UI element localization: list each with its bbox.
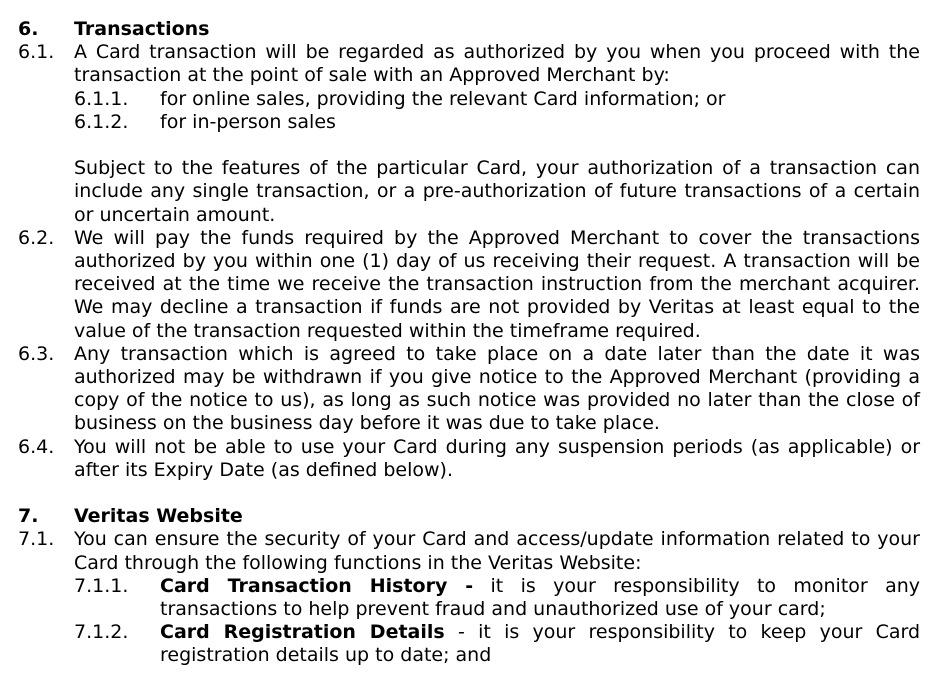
clause [18,528,920,574]
subclause-number: 6.1.2. [74,110,129,133]
subclause-label: Card Transaction History - [160,574,474,597]
clause [18,343,920,436]
subclause [74,111,920,134]
clause-followup-text: Subject to the features of the particular Card, your authorization of a transaction can include any single transaction, or a pre-authorization of future transactions of a certain or uncertain amount. [74,157,920,226]
section-title: Veritas Website [74,505,243,528]
clause-text: A Card transaction will be regarded as authorized by you when you proceed with the transaction at the point of sale with an Approved Merchant by: [74,41,920,87]
clause-number: 6.2. [18,226,55,249]
clause-text: Any transaction which is agreed to take place on a date later than the date it was authorized may be withdrawn if you give notice to the Approved Merchant (providing a copy of the notice to us), as long as such notice was provided no later than the close of business on the business day before it was due to take place. [74,342,920,435]
section-title: Transactions [74,18,210,40]
paragraph-spacer [18,134,920,157]
clause-number: 6.4. [18,435,55,458]
clause [18,41,920,87]
subclause-body: - it is your responsibility to keep your Card registration details up to date; and [160,621,921,667]
subclause-text [160,621,920,667]
clause-text: You can ensure the security of your Card and access/update information related to your Card through the following functions in the Veritas Website: [74,528,920,574]
subclause-number: 7.1.1. [74,574,129,597]
clause-number: 6.1. [18,41,55,64]
subclause-number: 6.1.1. [74,87,129,110]
subclause-number: 7.1.2. [74,621,129,644]
subclause [74,575,920,621]
subclause [74,88,920,111]
subclause-body: it is your responsibility to monitor any transactions to help prevent fraud and unauthorized use of your card; [160,574,920,621]
subclause [74,621,920,667]
section-number: 6. [18,18,39,40]
clause-number: 7.1. [18,528,55,551]
subclause-label: Card Registration Details [160,621,445,644]
clause [18,227,920,343]
clause-text: You will not be able to use your Card during any suspension periods (as applicable) or after its Expiry Date (as defined below). [74,435,920,481]
section-spacer [18,482,920,505]
clause [18,436,920,482]
subclause-text: for in-person sales [160,110,336,133]
section-number: 7. [18,505,39,528]
clause-text: We will pay the funds required by the Approved Merchant to cover the transactions authorized by you within one (1) day of us receiving their request. A transaction will be received at the time we receive the transaction instruction from the merchant acquirer. We may decline a transaction if funds are not provided by Veritas at least equal to the value of the transaction requested within the timeframe required. [74,226,920,342]
subclause-text [160,575,920,621]
clause-number: 6.3. [18,342,55,365]
section-heading [18,18,920,41]
subclause-text: for online sales, providing the relevant Card information; or [160,87,726,110]
section-heading [18,505,920,528]
